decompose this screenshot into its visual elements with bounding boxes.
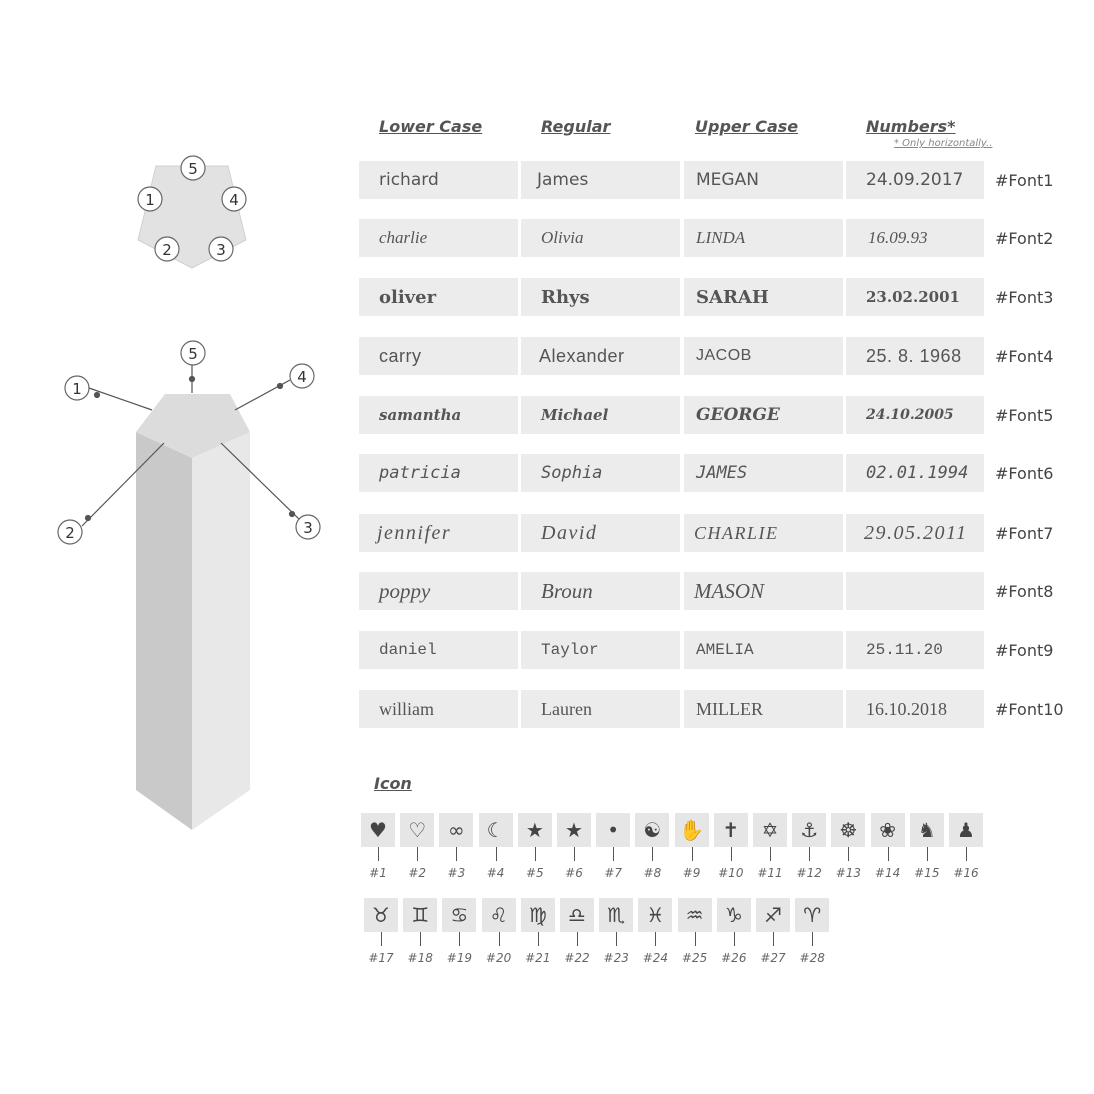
cell-numbers: 25.11.20 (846, 631, 984, 669)
cell-upper: AMELIA (684, 631, 843, 669)
icon-number: #23 (603, 951, 629, 965)
icon-leader-line (378, 847, 379, 861)
hamsa-hand-icon: ✋ (675, 813, 709, 847)
icon-number: #25 (681, 951, 708, 965)
aries-icon: ♈ (795, 898, 829, 932)
star-icon: ★ (518, 813, 552, 847)
cell-upper: MASON (684, 572, 843, 610)
icon-leader-line (381, 932, 382, 946)
cell-regular: David (521, 514, 680, 552)
ship-wheel-icon: ☸ (831, 813, 865, 847)
font-label: #Font3 (995, 287, 1054, 307)
icon-leader-line (417, 847, 418, 861)
icon-number: #15 (914, 866, 940, 880)
svg-text:3: 3 (303, 519, 313, 537)
cell-upper: JAMES (684, 454, 843, 492)
numbers-note: * Only horizontally.. (894, 138, 993, 149)
capricorn-icon: ♑ (717, 898, 751, 932)
cell-lower: daniel (359, 631, 518, 669)
icon-number: #16 (953, 866, 979, 880)
prism-label-3 (296, 515, 320, 539)
font-label: #Font2 (995, 228, 1054, 248)
font-label: #Font5 (995, 405, 1054, 425)
icon-number: #26 (721, 951, 747, 965)
libra-icon: ♎ (560, 898, 594, 932)
icon-number: #20 (485, 951, 512, 965)
pendant-diagram (0, 0, 340, 1094)
cell-upper: MEGAN (684, 161, 843, 199)
cell-lower: samantha (359, 396, 518, 434)
header-upper-case: Upper Case (695, 117, 799, 136)
cell-numbers (846, 572, 984, 610)
star-of-david-icon: ✡ (753, 813, 787, 847)
header-regular: Regular (541, 117, 611, 136)
aquarius-icon: ♒ (678, 898, 712, 932)
cell-numbers: 29.05.2011 (846, 514, 984, 552)
cell-regular: Sophia (521, 454, 680, 492)
icon-number: #11 (757, 866, 783, 880)
icon-leader-line (888, 847, 889, 861)
top-view-label-5 (181, 156, 205, 180)
prism-label-1 (65, 376, 89, 400)
icon-number: #4 (486, 866, 505, 880)
icon-number: #13 (835, 866, 862, 880)
icon-leader-line (734, 932, 735, 946)
icon-number: #6 (565, 866, 583, 880)
font-label: #Font6 (995, 463, 1054, 483)
cell-numbers: 24.09.2017 (846, 161, 984, 199)
icon-leader-line (692, 847, 693, 861)
cell-lower: carry (359, 337, 518, 375)
icon-number: #22 (564, 951, 590, 965)
svg-text:5: 5 (188, 345, 198, 363)
icon-number: #9 (682, 866, 701, 880)
heart-icon: ♥ (361, 813, 395, 847)
icon-leader-line (812, 932, 813, 946)
icon-leader-line (574, 847, 575, 861)
top-view-label-2 (155, 237, 179, 261)
icon-number: #8 (643, 866, 662, 880)
cell-lower: patricia (359, 454, 518, 492)
icon-leader-line (966, 847, 967, 861)
svg-text:2: 2 (65, 524, 75, 542)
icon-leader-line (848, 847, 849, 861)
svg-text:3: 3 (216, 241, 226, 259)
font-label: #Font7 (995, 523, 1054, 543)
icon-number: #27 (760, 951, 786, 965)
dog-icon: ♞ (910, 813, 944, 847)
icon-number: #12 (796, 866, 822, 880)
cell-regular: Olivia (521, 219, 680, 257)
cell-upper: CHARLIE (684, 514, 843, 552)
font-label: #Font4 (995, 346, 1054, 366)
icon-number: #5 (525, 866, 544, 880)
icon-leader-line (773, 932, 774, 946)
font-label: #Font1 (995, 170, 1054, 190)
cell-regular: Alexander (521, 337, 680, 375)
icon-leader-line (616, 932, 617, 946)
top-view-label-4 (222, 187, 246, 211)
icon-number: #21 (525, 951, 551, 965)
icon-leader-line (535, 847, 536, 861)
sagittarius-icon: ♐ (756, 898, 790, 932)
icon-leader-line (655, 932, 656, 946)
cell-regular: James (521, 161, 680, 199)
pisces-icon: ♓ (638, 898, 672, 932)
prism-label-2 (58, 520, 82, 544)
cell-regular: Lauren (521, 690, 680, 728)
icon-leader-line (927, 847, 928, 861)
icon-number: #10 (718, 866, 744, 880)
paw-print-icon: • (596, 813, 630, 847)
infinity-icon: ∞ (439, 813, 473, 847)
cell-numbers: 24.10.2005 (846, 396, 984, 434)
header-numbers: Numbers* (866, 117, 956, 136)
pendant-prism (136, 394, 250, 830)
cross-icon: ✝ (714, 813, 748, 847)
icon-leader-line (770, 847, 771, 861)
icon-number: #3 (447, 866, 466, 880)
svg-text:1: 1 (145, 191, 155, 209)
icon-leader-line (420, 932, 421, 946)
icon-number: #14 (874, 866, 901, 880)
icon-number: #24 (642, 951, 669, 965)
icon-leader-line (652, 847, 653, 861)
header-lower-case: Lower Case (379, 117, 483, 136)
cell-numbers: 16.10.2018 (846, 690, 984, 728)
font-label: #Font10 (995, 699, 1064, 719)
prism-label-4 (290, 364, 314, 388)
cell-lower: charlie (359, 219, 518, 257)
cell-numbers: 02.01.1994 (846, 454, 984, 492)
top-view-label-3 (209, 237, 233, 261)
icon-leader-line (577, 932, 578, 946)
cell-upper: JACOB (684, 337, 843, 375)
icon-leader-line (496, 847, 497, 861)
icon-number: #28 (799, 951, 825, 965)
icon-number: #2 (408, 866, 427, 880)
icon-number: #7 (604, 866, 623, 880)
cell-lower: jennifer (359, 514, 518, 552)
icon-number: #17 (368, 951, 394, 965)
icon-number: #19 (446, 951, 473, 965)
cell-lower: oliver (359, 278, 518, 316)
icon-section-title: Icon (374, 774, 412, 793)
cell-numbers: 23.02.2001 (846, 278, 984, 316)
cell-regular: Rhys (521, 278, 680, 316)
heart-outline-icon: ♡ (400, 813, 434, 847)
cell-upper: MILLER (684, 690, 843, 728)
icon-leader-line (731, 847, 732, 861)
crescent-moon-icon: ☾ (479, 813, 513, 847)
scorpio-icon: ♏ (599, 898, 633, 932)
icon-leader-line (809, 847, 810, 861)
svg-text:4: 4 (297, 368, 307, 386)
cell-regular: Taylor (521, 631, 680, 669)
icon-leader-line (538, 932, 539, 946)
cell-numbers: 25. 8. 1968 (846, 337, 984, 375)
cell-numbers: 16.09.93 (846, 219, 984, 257)
cell-lower: poppy (359, 572, 518, 610)
lotus-icon: ❀ (871, 813, 905, 847)
star-small-icon: ★ (557, 813, 591, 847)
top-view-label-1 (138, 187, 162, 211)
cell-regular: Michael (521, 396, 680, 434)
cancer-icon: ♋ (442, 898, 476, 932)
svg-text:1: 1 (72, 380, 82, 398)
icon-leader-line (613, 847, 614, 861)
font-label: #Font9 (995, 640, 1054, 660)
icon-leader-line (459, 932, 460, 946)
cell-upper: SARAH (684, 278, 843, 316)
leo-icon: ♌ (482, 898, 516, 932)
gemini-icon: ♊ (403, 898, 437, 932)
svg-text:4: 4 (229, 191, 239, 209)
cell-lower: william (359, 690, 518, 728)
svg-text:5: 5 (188, 160, 198, 178)
cell-regular: Broun (521, 572, 680, 610)
icon-leader-line (695, 932, 696, 946)
icon-leader-line (499, 932, 500, 946)
virgo-icon: ♍ (521, 898, 555, 932)
anchor-icon: ⚓ (792, 813, 826, 847)
yin-yang-icon: ☯ (635, 813, 669, 847)
cell-lower: richard (359, 161, 518, 199)
icon-number: #1 (369, 866, 387, 880)
taurus-icon: ♉ (364, 898, 398, 932)
font-label: #Font8 (995, 581, 1054, 601)
cat-icon: ♟ (949, 813, 983, 847)
icon-leader-line (456, 847, 457, 861)
prism-label-5 (181, 341, 205, 365)
icon-number: #18 (407, 951, 433, 965)
svg-text:2: 2 (162, 241, 172, 259)
cell-upper: LINDA (684, 219, 843, 257)
cell-upper: GEORGE (684, 396, 843, 434)
